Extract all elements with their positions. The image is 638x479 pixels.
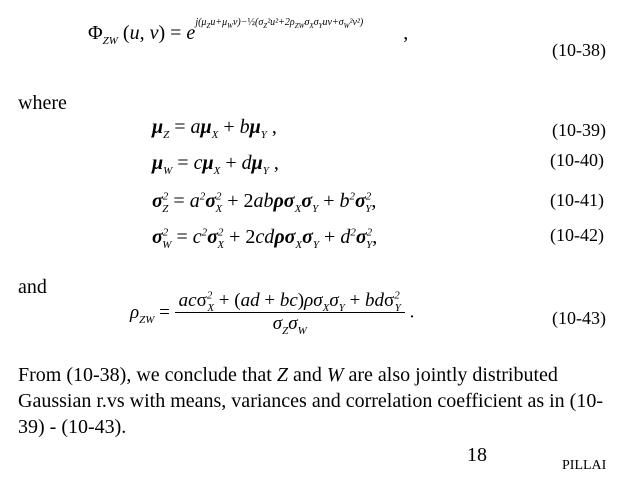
equation-mean-w: $\mu_W = c\mu_X + d\mu_Y$ , <box>152 152 279 177</box>
equation-number-10-40: (10-40) <box>550 150 604 170</box>
conclusion-text-3: are also jointly distributed Gaussian r.vs with means, variances and correlation coefficient as in (10-39) - (10-43). <box>18 364 603 438</box>
equation-characteristic-function: $\Phi_{ZW}$ (u, $v) = e^{j(\mu_Zu+\mu_Wv)-\frac{1}{2}(\sigma_Z^2u^2+2\rho_{ZW}\sigma_X\sigma_Yuv+\sigma_W^2v^2)}$ , <box>88 17 409 47</box>
equation-variance-z: $\sigma^2_Z = a^2\sigma^2_X + 2ab\rho\sigma_X\sigma_Y + b^2\sigma^2_Y$, <box>152 190 377 215</box>
conclusion-text-1: From (10-38), we conclude that <box>18 364 277 386</box>
word-and: and <box>18 276 47 298</box>
equation-number-10-41: (10-41) <box>550 190 604 210</box>
variable-w: W <box>326 364 344 386</box>
equation-correlation-coefficient: $\rho_{ZW}$ = $\frac{ac\sigma^2_X + (ad + bc)\rho\sigma_X\sigma_Y + bd\sigma^2_Y}{\sigma_Z\sigma_W}$ . <box>130 289 415 337</box>
equation-mean-z: $\mu_Z = a\mu_X + b\mu_Y$ , <box>152 116 277 141</box>
equation-number-10-42: (10-42) <box>550 225 604 245</box>
equation-number-10-43: (10-43) <box>552 308 606 328</box>
equation-variance-w: $\sigma^2_W = c^2\sigma^2_X + 2cd\rho\sigma_X\sigma_Y + d^2\sigma^2_Y$, <box>152 226 378 251</box>
conclusion-text-2: and <box>287 364 327 386</box>
conclusion-paragraph <box>18 362 618 440</box>
variable-z: Z <box>276 364 288 386</box>
page-number: 18 <box>467 444 487 466</box>
author-label: PILLAI <box>562 458 607 473</box>
equation-number-10-39: (10-39) <box>552 120 606 140</box>
word-where: where <box>18 92 67 114</box>
equation-number-10-38: (10-38) <box>552 40 606 60</box>
